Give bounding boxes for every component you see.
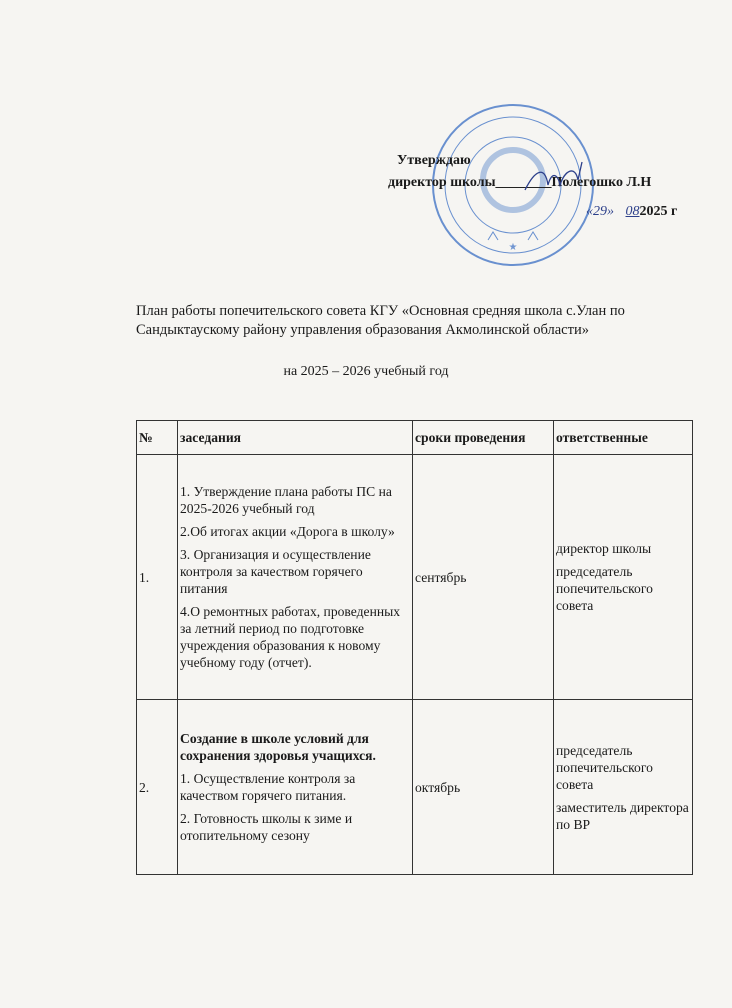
agenda-item: 2.Об итогах акции «Дорога в школу» bbox=[180, 524, 395, 539]
signature-line: ________ bbox=[495, 175, 552, 190]
date-day: «29» bbox=[586, 204, 614, 219]
document-title: План работы попечительского совета КГУ «Основная средняя школа с.Улан по Сандыктаускому району управления образования Акмолинской области» bbox=[136, 303, 625, 338]
table-row bbox=[137, 700, 693, 875]
row-responsible bbox=[554, 700, 693, 875]
responsible-item: председатель попечительского совета bbox=[556, 742, 653, 792]
agenda-item: 1. Утверждение плана работы ПС на 2025-2026 учебный год bbox=[180, 484, 392, 516]
row-term: сентябрь bbox=[413, 455, 554, 700]
agenda-heading: Создание в школе условий для сохранения здоровья учащихся. bbox=[180, 731, 376, 763]
agenda-item: 4.О ремонтных работах, проведенных за летний период по подготовке учреждения образования к новому учебному году (отчет). bbox=[180, 604, 401, 670]
plan-table bbox=[136, 420, 693, 875]
table-header-row bbox=[137, 421, 693, 455]
responsible-item: заместитель директора по ВР bbox=[556, 799, 689, 832]
row-items bbox=[178, 455, 413, 700]
header-meeting: заседания bbox=[178, 421, 413, 455]
signature bbox=[520, 160, 590, 200]
header-term: сроки проведения bbox=[413, 421, 554, 455]
row-items bbox=[178, 700, 413, 875]
header-num: № bbox=[137, 421, 178, 455]
row-term: октябрь bbox=[413, 700, 554, 875]
responsible-item: директор школы bbox=[556, 541, 652, 556]
date-month: 08 bbox=[625, 204, 640, 219]
date-year: 2025 г bbox=[639, 204, 678, 219]
agenda-item: 1. Осуществление контроля за качеством горячего питания. bbox=[180, 771, 356, 803]
table-row bbox=[137, 455, 693, 700]
agenda-item: 2. Готовность школы к зиме и отопительному сезону bbox=[180, 811, 353, 843]
approve-label: Утверждаю bbox=[397, 153, 471, 168]
approver-position: директор школы bbox=[388, 175, 496, 190]
header-responsible: ответственные bbox=[554, 421, 693, 455]
responsible-item: председатель попечительского совета bbox=[556, 564, 653, 613]
document-subtitle: на 2025 – 2026 учебный год bbox=[283, 364, 449, 379]
svg-text:★: ★ bbox=[508, 242, 518, 253]
row-num: 1. bbox=[137, 455, 178, 700]
row-num: 2. bbox=[137, 700, 178, 875]
row-responsible bbox=[554, 455, 693, 700]
approver-name: Полегошко Л.Н bbox=[551, 175, 652, 190]
agenda-item: 3. Организация и осуществление контроля за качеством горячего питания bbox=[180, 547, 371, 596]
